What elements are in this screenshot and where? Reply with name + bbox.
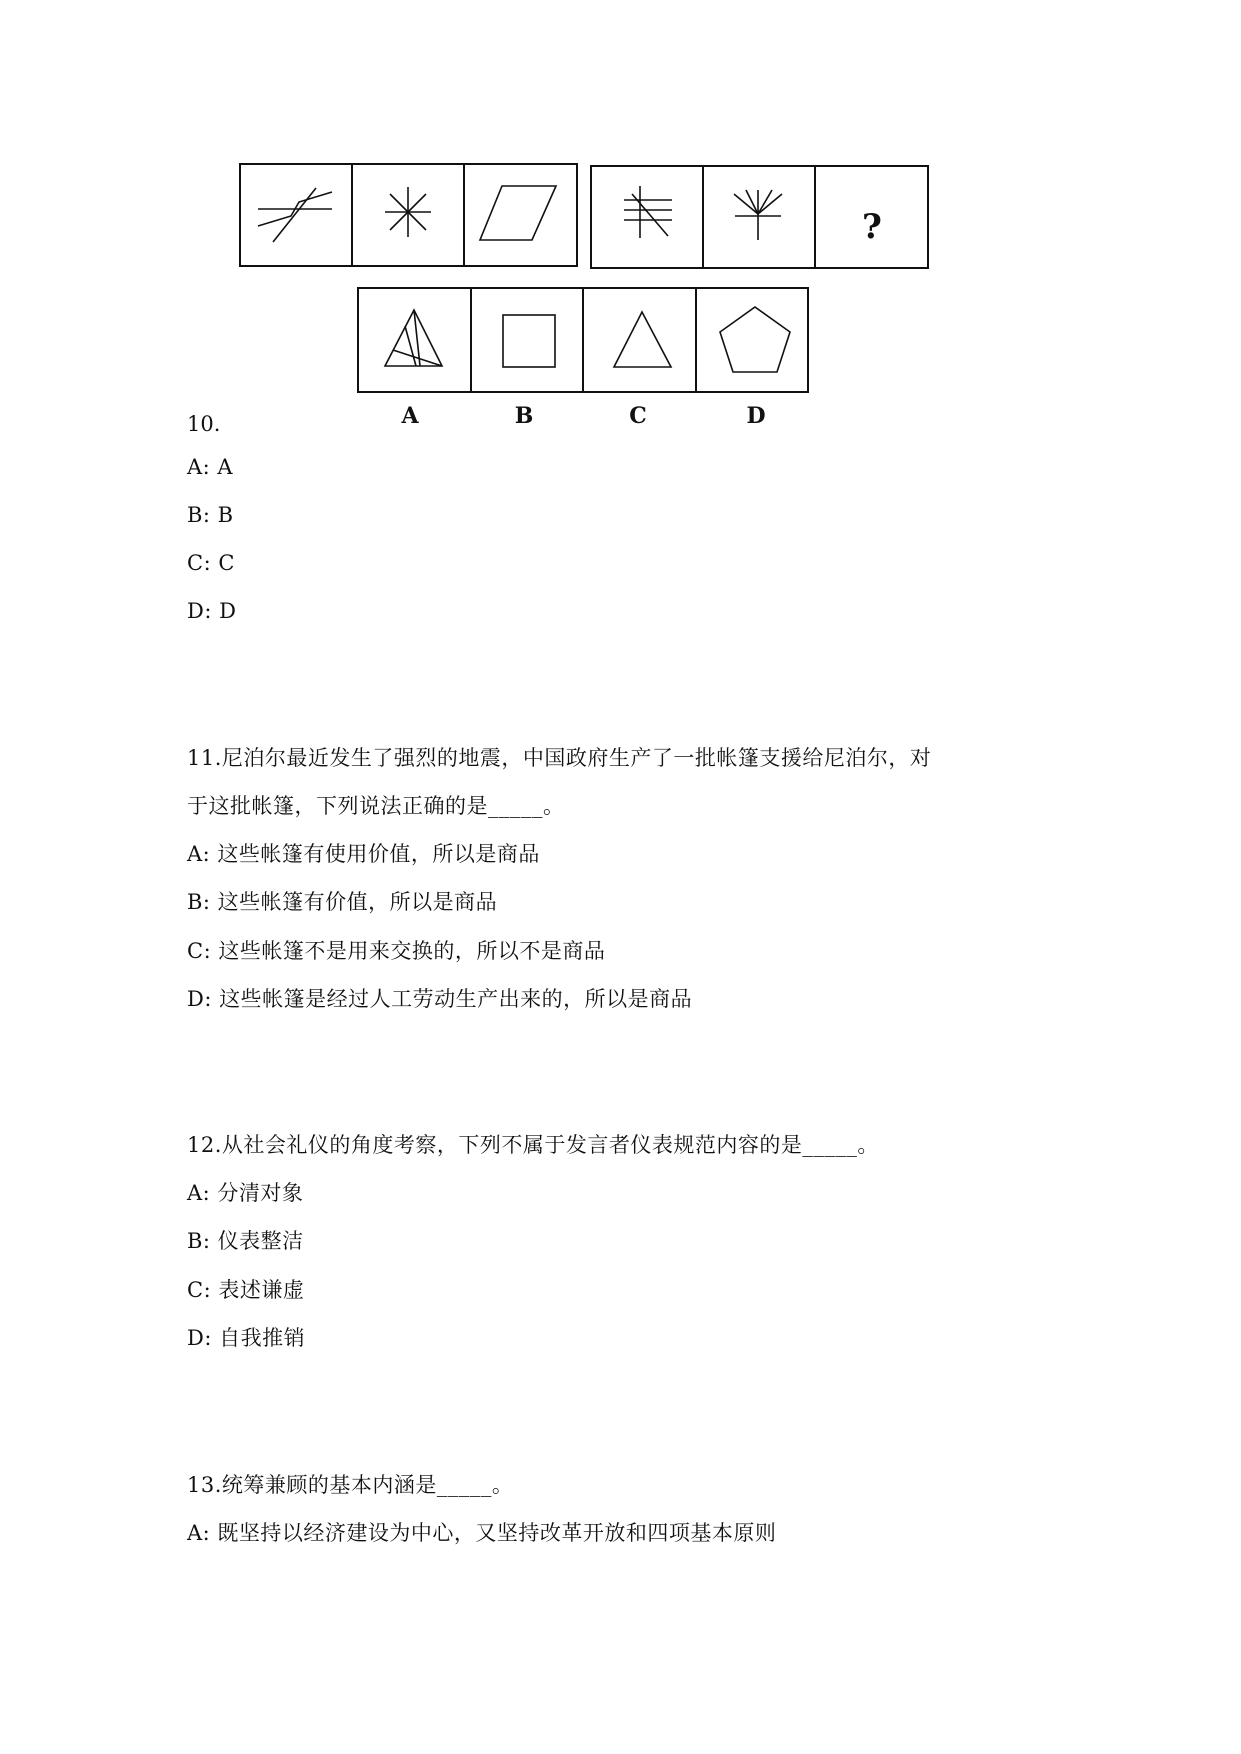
option-label-c: C xyxy=(629,403,647,429)
figure-cell-2 xyxy=(385,187,431,237)
option-b-figure xyxy=(503,315,555,367)
option-label-d: D xyxy=(746,403,766,429)
q11-option-d: D: 这些帐篷是经过人工劳动生产出来的，所以是商品 xyxy=(187,987,693,1011)
q12-option-a: A: 分清对象 xyxy=(187,1181,304,1205)
q11-option-a: A: 这些帐篷有使用价值，所以是商品 xyxy=(187,842,540,866)
question-12-stem: 12.从社会礼仪的角度考察，下列不属于发言者仪表规范内容的是_____。 xyxy=(187,1133,879,1157)
q11-option-c: C: 这些帐篷不是用来交换的，所以不是商品 xyxy=(187,939,606,963)
option-c-figure xyxy=(614,312,671,367)
figure-cell-3 xyxy=(480,186,556,240)
question-11-stem-line-1: 11.尼泊尔最近发生了强烈的地震，中国政府生产了一批帐篷支援给尼泊尔，对 xyxy=(187,746,932,770)
question-11-stem-line-2: 于这批帐篷，下列说法正确的是_____。 xyxy=(187,794,565,818)
puzzle-figure xyxy=(0,0,1241,440)
option-d-figure xyxy=(720,307,790,372)
q13-option-a: A: 既坚持以经济建设为中心，又坚持改革开放和四项基本原则 xyxy=(187,1521,777,1545)
figure-cell-1 xyxy=(258,188,332,242)
question-mark: ? xyxy=(862,207,882,247)
question-13-stem: 13.统筹兼顾的基本内涵是_____。 xyxy=(187,1473,514,1497)
q10-option-c: C: C xyxy=(187,551,235,575)
question-10-number: 10. xyxy=(187,412,221,436)
option-label-b: B xyxy=(514,403,534,429)
q10-option-b: B: B xyxy=(187,503,234,527)
figure-cell-4 xyxy=(624,186,672,238)
q12-option-c: C: 表述谦虚 xyxy=(187,1278,305,1302)
option-label-a: A xyxy=(401,403,419,429)
option-a-figure xyxy=(385,310,442,366)
q10-option-d: D: D xyxy=(187,599,237,623)
q10-option-a: A: A xyxy=(187,455,234,479)
q12-option-d: D: 自我推销 xyxy=(187,1326,306,1350)
q11-option-b: B: 这些帐篷有价值，所以是商品 xyxy=(187,890,498,914)
q12-option-b: B: 仪表整洁 xyxy=(187,1229,304,1253)
figure-cell-5 xyxy=(734,190,782,240)
